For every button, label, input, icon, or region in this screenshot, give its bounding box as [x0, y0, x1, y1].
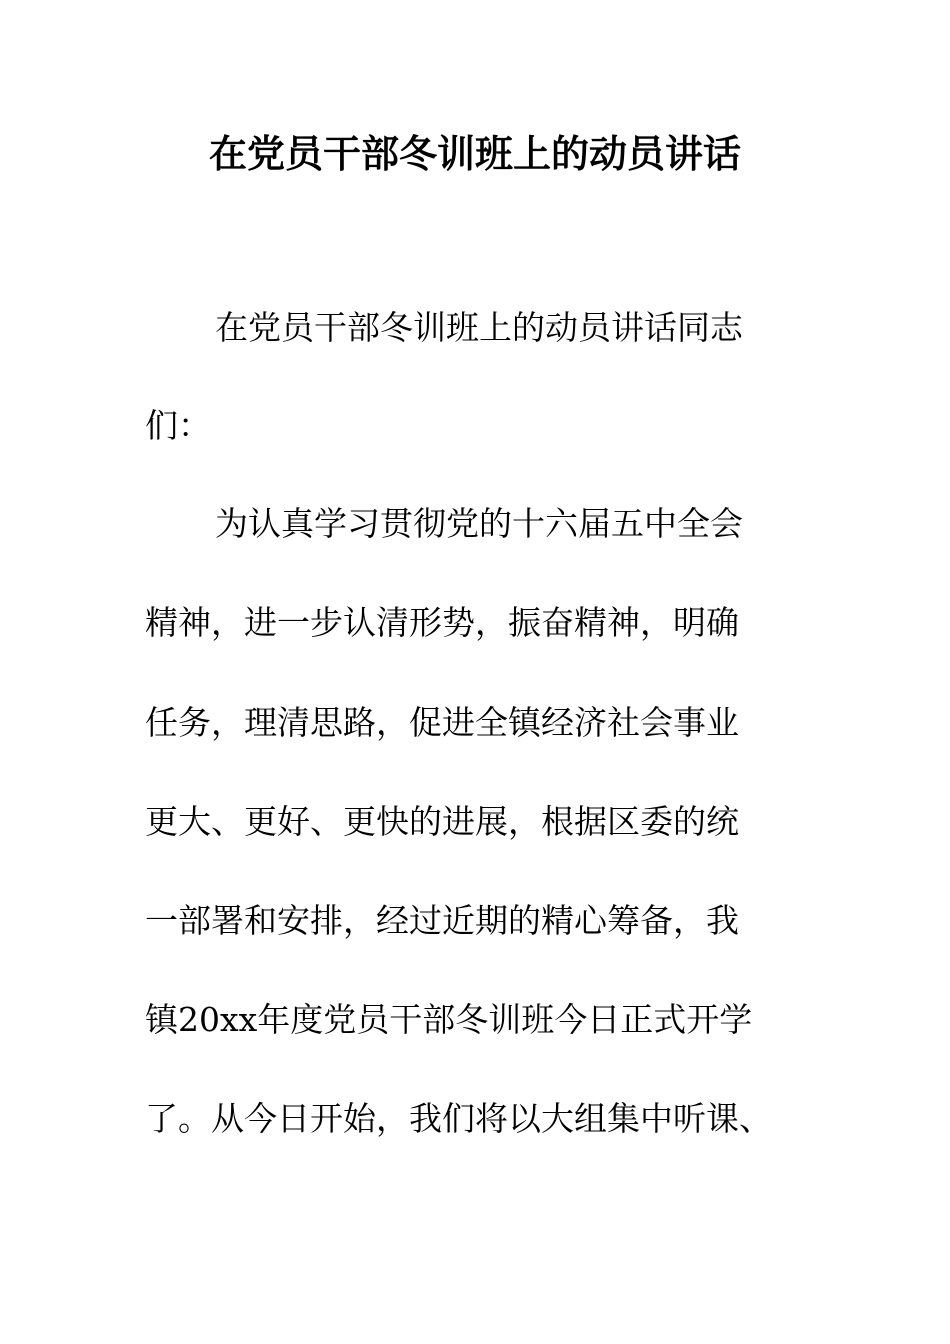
paragraph-line: 任务，理清思路，促进全镇经济社会事业 [145, 703, 739, 742]
paragraph-line: 们： [145, 406, 211, 445]
paragraph-line: 在党员干部冬训班上的动员讲话同志 [215, 308, 743, 347]
paragraph-line: 镇20xx年度党员干部冬训班今日正式开学 [145, 1000, 753, 1039]
paragraph-line: 一部署和安排，经过近期的精心筹备，我 [145, 901, 739, 940]
paragraph-line: 了。从今日开始，我们将以大组集中听课、 [145, 1099, 772, 1138]
paragraph-line: 为认真学习贯彻党的十六届五中全会 [215, 504, 743, 543]
document-title: 在党员干部冬训班上的动员讲话 [208, 132, 741, 176]
paragraph-line: 精神，进一步认清形势，振奋精神，明确 [145, 603, 739, 642]
paragraph-line: 更大、更好、更快的进展，根据区委的统 [145, 802, 739, 841]
